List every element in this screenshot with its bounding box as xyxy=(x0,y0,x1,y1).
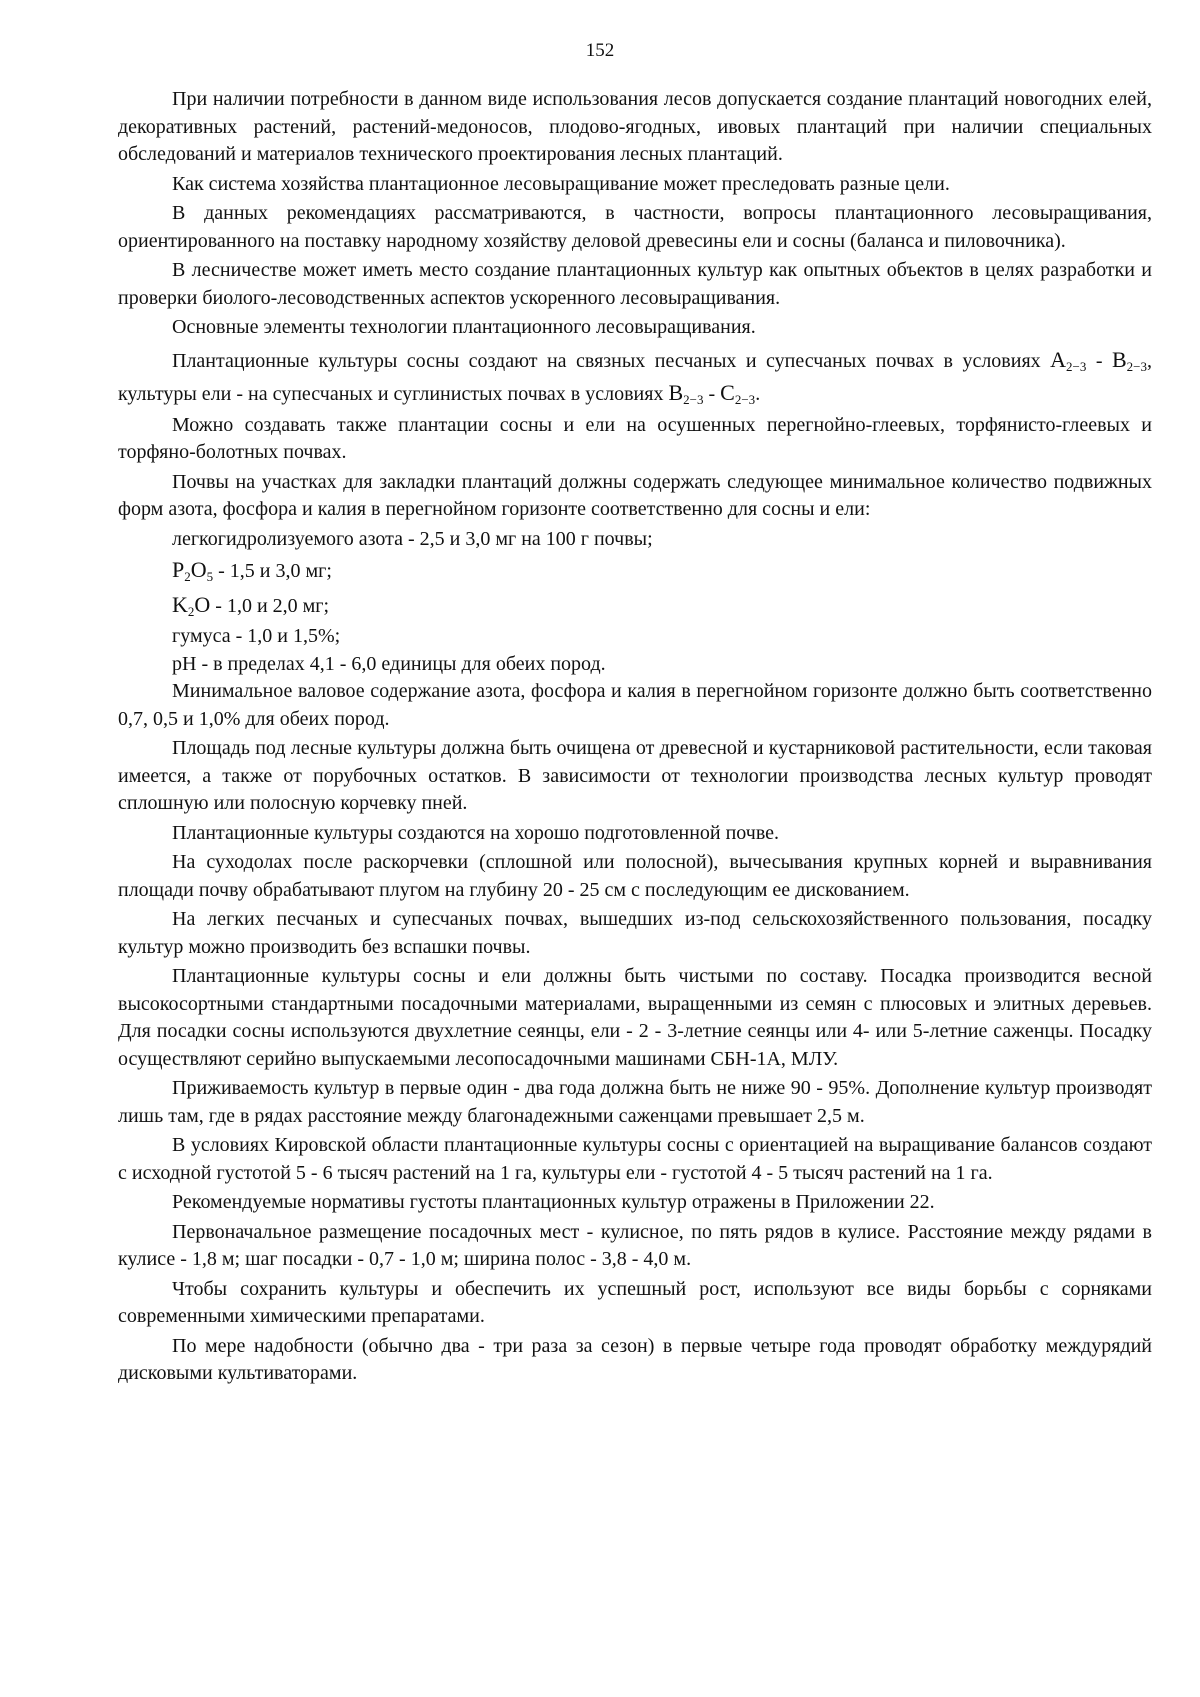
page-number: 152 xyxy=(585,40,615,61)
paragraph-gross-content: Минимальное валовое содержание азота, фосфора и калия в перегнойном горизонте должно быть соответственно 0,7, 0,5 и 1,0% для обеих пород. xyxy=(118,680,1152,730)
paragraph-cultivation: По мере надобности (обычно два - три раза за сезон) в первые четыре года проводят обработку междурядий дисковыми культиваторами. xyxy=(118,1334,1152,1384)
paragraph-light-soils: На легких песчаных и супесчаных почвах, вышедших из-под сельскохозяйственного пользования, посадку культур можно производить без вспашки почвы. xyxy=(118,908,1152,958)
paragraph-soil-conditions: Плантационные культуры сосны создают на связных песчаных и супесчаных почвах в условиях $A_{2-3} - B_{2-3}$, культуры ели - на супесчаных и суглинистых почвах в условиях $B_{2-3} - C_{2-3}$. xyxy=(118,346,1152,407)
paragraph-spacing: Первоначальное размещение посадочных мест - кулисное, по пять рядов в кулисе. Расстояние между рядами в кулисе - 1,8 м; шаг посадки - 0,7 - 1,0 м; ширина полос - 3,8 - 4,0 м. xyxy=(118,1220,1152,1270)
paragraph-drained-soils: Можно создавать также плантации сосны и ели на осушенных перегнойно-глеевых, торфянисто-глеевых и торфяно-болотных почвах. xyxy=(118,413,1152,463)
paragraph-dry-lands: На суходолах после раскорчевки (сплошной или полосной), вычесывания крупных корней и выравнивания площади почву обрабатывают плугом на глубину 20 - 25 см с последующим ее дискованием. xyxy=(118,851,1152,901)
paragraph-experimental-objects: В лесничестве может иметь место создание плантационных культур как опытных объектов в целях разработки и проверки биолого-лесоводственных аспектов ускоренного лесовыращивания. xyxy=(118,259,1152,309)
paragraph-soil-nutrients: Почвы на участках для закладки плантаций должны содержать следующее минимальное количество подвижных форм азота, фосфора и калия в перегнойном горизонте соответственно для сосны и ели: xyxy=(118,470,1152,520)
paragraph-system-goals: Как система хозяйства плантационное лесовыращивание может преследовать разные цели. xyxy=(172,172,950,195)
paragraph-technology-heading: Основные элементы технологии плантационного лесовыращивания. xyxy=(172,316,756,338)
paragraph-survival-rate: Приживаемость культур в первые один - два года должна быть не ниже 90 - 95%. Дополнение культур производят лишь там, где в рядах расстояние между благонадежными саженцами превышает 2,5 м. xyxy=(118,1077,1152,1127)
list-item-ph: рН - в пределах 4,1 - 6,0 единицы для обеих пород. xyxy=(172,652,606,675)
paragraph-recommendations-scope: В данных рекомендациях рассматриваются, в частности, вопросы плантационного лесовыращивания, ориентированного на поставку народному хозяйству деловой древесины ели и сосны (баланса и пиловочника). xyxy=(118,202,1152,252)
paragraph-density-norms: Рекомендуемые нормативы густоты плантационных культур отражены в Приложении 22. xyxy=(172,1191,935,1213)
soil-conditions-text: Плантационные культуры сосны создают на связных песчаных и супесчаных почвах в условиях xyxy=(172,349,1051,372)
list-item-p2o5: $P_2O_5 - 1,5$ и 3,0 мг; xyxy=(172,557,332,584)
formula-c: $C_{2-3}$ xyxy=(720,379,756,407)
formula-p2o5: $P_2O_5$ xyxy=(172,557,214,584)
paragraph-weed-control: Чтобы сохранить культуры и обеспечить их успешный рост, используют все виды борьбы с сорняками современными химическими препаратами. xyxy=(118,1277,1152,1327)
paragraph-kirov-density: В условиях Кировской области плантационные культуры сосны с ориентацией на выращивание балансов создают с исходной густотой 5 - 6 тысяч растений на 1 га, культуры ели - густотой 4 - 5 тысяч растений на 1 га. xyxy=(118,1134,1152,1184)
formula-b2: $B_{2-3}$ xyxy=(668,379,704,407)
list-item-nitrogen: легкогидролизуемого азота - 2,5 и 3,0 мг на 100 г почвы; xyxy=(172,527,653,550)
paragraph-plantation-types: При наличии потребности в данном виде использования лесов допускается создание плантаций новогодних елей, декоративных растений, растений-медоносов, плодово-ягодных, ивовых плантаций при наличии специальных обследований и материалов технического проектирования лесных плантаций. xyxy=(118,88,1152,165)
list-item-humus: гумуса - 1,0 и 1,5%; xyxy=(172,625,341,647)
formula-k2o: $K_2O$ xyxy=(172,592,211,619)
paragraph-planting: Плантационные культуры сосны и ели должны быть чистыми по составу. Посадка производится весной высокосортными стандартными посадочными материалами, выращенными из семян с плюсовых и элитных деревьев. Для посадки сосны используются двухлетние сеянцы, ели - 2 - 3-летние сеянцы или 4- или 5-летние саженцы. Посадку осуществляют серийно выпускаемыми лесопосадочными машинами СБН-1А, МЛУ. xyxy=(118,965,1152,1070)
formula-a: $A_{2-3}$ xyxy=(1050,346,1087,374)
paragraph-site-clearing: Площадь под лесные культуры должна быть очищена от древесной и кустарниковой растительности, если таковая имеется, а также от порубочных остатков. В зависимости от технологии производства лесных культур проводят сплошную или полосную корчевку пней. xyxy=(118,737,1152,814)
document-body xyxy=(118,86,1152,1390)
paragraph-prepared-soil: Плантационные культуры создаются на хорошо подготовленной почве. xyxy=(172,821,780,844)
list-item-k2o: $K_2O - 1,0$ и 2,0 мг; xyxy=(172,592,330,619)
formula-b: $B_{2-3}$ xyxy=(1111,346,1147,374)
